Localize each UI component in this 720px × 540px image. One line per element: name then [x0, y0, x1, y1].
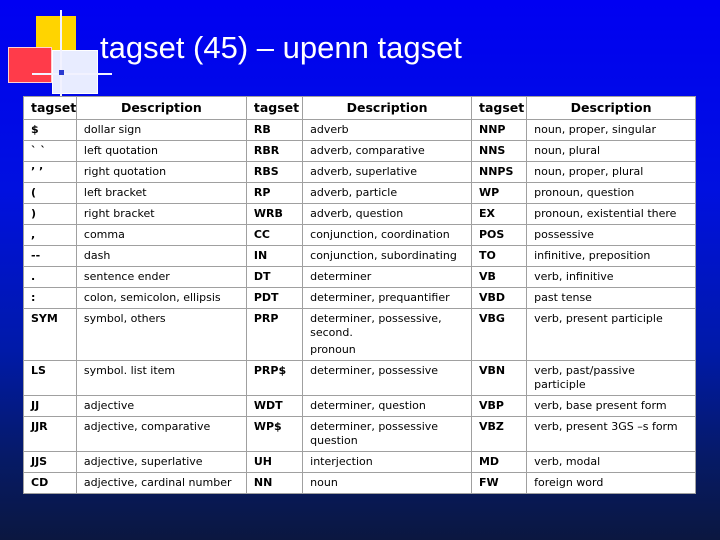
description-text: foreign word — [534, 476, 604, 489]
tag-text: ` ` — [31, 144, 46, 157]
tag-cell — [246, 267, 302, 288]
logo-dot — [59, 70, 64, 75]
description-text: left quotation — [83, 144, 159, 157]
tag-cell — [471, 204, 526, 225]
tag-text: : — [31, 291, 36, 304]
tag-text: ( — [31, 186, 37, 199]
description-cell — [303, 473, 472, 494]
table-row — [24, 361, 696, 396]
description-cell — [527, 183, 696, 204]
tag-cell — [24, 267, 77, 288]
description-text: right quotation — [83, 165, 167, 178]
description-cell — [303, 225, 472, 246]
description-text: verb, past/passive participle — [534, 364, 635, 391]
description-text: adjective, comparative — [83, 420, 211, 433]
description-cell — [303, 267, 472, 288]
logo-red-square — [8, 47, 52, 83]
description-text: noun, plural — [534, 144, 601, 157]
description-text: adverb — [310, 123, 349, 136]
description-cell — [76, 361, 246, 396]
description-text: comma — [83, 228, 125, 241]
description-cell — [527, 396, 696, 417]
tag-text: VBG — [478, 312, 505, 325]
tag-text: VBN — [478, 364, 506, 377]
tag-cell — [471, 225, 526, 246]
tag-cell — [24, 120, 77, 141]
tag-text: WRB — [253, 207, 283, 220]
description-text: adjective, superlative — [83, 455, 203, 468]
tag-text: NNS — [478, 144, 506, 157]
description-cell — [527, 120, 696, 141]
table-row — [24, 396, 696, 417]
description-text: possessive — [534, 228, 594, 241]
tag-cell — [246, 225, 302, 246]
description-extra-line: pronoun — [310, 343, 356, 356]
tag-text: WP$ — [253, 420, 282, 433]
description-cell — [527, 267, 696, 288]
tag-text: . — [31, 270, 36, 283]
description-cell — [303, 120, 472, 141]
tag-text: CC — [253, 228, 271, 241]
description-cell — [527, 288, 696, 309]
tag-cell — [246, 473, 302, 494]
description-text: noun, proper, singular — [534, 123, 657, 136]
description-text: conjunction, subordinating — [310, 249, 457, 262]
tag-text: ) — [31, 207, 37, 220]
tag-text: $ — [31, 123, 39, 136]
tag-text: JJ — [31, 399, 40, 412]
description-text: interjection — [310, 455, 373, 468]
tag-cell — [471, 309, 526, 361]
table-row — [24, 141, 696, 162]
tag-text: PRP$ — [253, 364, 287, 377]
tag-text: NNP — [478, 123, 506, 136]
tag-cell — [24, 309, 77, 361]
tag-text: POS — [478, 228, 505, 241]
description-cell — [527, 225, 696, 246]
description-cell — [303, 309, 472, 361]
tag-text: ’ ’ — [31, 165, 44, 178]
table-row — [24, 417, 696, 452]
tag-cell — [471, 162, 526, 183]
table-header-row — [24, 97, 696, 120]
description-cell — [527, 417, 696, 452]
tag-text: IN — [253, 249, 268, 262]
table-row — [24, 204, 696, 225]
tag-cell — [24, 361, 77, 396]
description-cell — [76, 452, 246, 473]
tag-cell — [24, 288, 77, 309]
column-header: Description — [303, 97, 472, 120]
tag-cell — [24, 183, 77, 204]
description-text: adverb, comparative — [310, 144, 425, 157]
tag-text: DT — [253, 270, 271, 283]
description-text: determiner, question — [310, 399, 426, 412]
description-cell — [527, 162, 696, 183]
tag-text: VB — [478, 270, 496, 283]
description-cell — [303, 361, 472, 396]
description-text: determiner, prequantifier — [310, 291, 450, 304]
tag-text: WP — [478, 186, 500, 199]
description-cell — [76, 141, 246, 162]
tag-cell — [471, 452, 526, 473]
description-cell — [76, 162, 246, 183]
table-row — [24, 452, 696, 473]
table-row — [24, 267, 696, 288]
table-row — [24, 309, 696, 361]
tagset-table — [23, 96, 696, 494]
description-text: adjective — [83, 399, 135, 412]
tag-cell — [471, 141, 526, 162]
table-row — [24, 225, 696, 246]
description-cell — [527, 361, 696, 396]
tag-cell — [246, 288, 302, 309]
tag-cell — [471, 396, 526, 417]
tag-cell — [246, 452, 302, 473]
description-text: verb, infinitive — [534, 270, 614, 283]
tag-cell — [471, 183, 526, 204]
column-header: Description — [527, 97, 696, 120]
tag-text: RBS — [253, 165, 279, 178]
description-cell — [303, 288, 472, 309]
description-cell — [527, 141, 696, 162]
tag-cell — [24, 225, 77, 246]
description-text: determiner — [310, 270, 372, 283]
tag-cell — [24, 473, 77, 494]
description-text: dollar sign — [83, 123, 142, 136]
description-text: conjunction, coordination — [310, 228, 450, 241]
tag-text: VBP — [478, 399, 504, 412]
description-cell — [303, 246, 472, 267]
description-cell — [76, 183, 246, 204]
tag-text: -- — [31, 249, 41, 262]
tag-text: UH — [253, 455, 272, 468]
tag-text: WDT — [253, 399, 283, 412]
description-text: colon, semicolon, ellipsis — [83, 291, 221, 304]
description-text: symbol. list item — [83, 364, 176, 377]
tag-cell — [24, 417, 77, 452]
description-cell — [76, 288, 246, 309]
tag-text: LS — [31, 364, 46, 377]
description-cell — [303, 396, 472, 417]
description-text: verb, present participle — [534, 312, 663, 325]
description-text: right bracket — [83, 207, 155, 220]
description-cell — [76, 120, 246, 141]
tag-text: PRP — [253, 312, 279, 325]
description-text: noun — [310, 476, 338, 489]
description-text: adverb, superlative — [310, 165, 418, 178]
description-cell — [303, 204, 472, 225]
description-text: noun, proper, plural — [534, 165, 644, 178]
description-text: symbol, others — [83, 312, 166, 325]
description-cell — [303, 183, 472, 204]
description-text: infinitive, preposition — [534, 249, 651, 262]
tag-cell — [246, 396, 302, 417]
description-cell — [76, 396, 246, 417]
description-text: determiner, possessive question — [310, 420, 439, 447]
description-cell — [303, 141, 472, 162]
table-row — [24, 246, 696, 267]
description-cell — [76, 204, 246, 225]
tag-cell — [246, 309, 302, 361]
tag-text: NN — [253, 476, 273, 489]
description-cell — [76, 246, 246, 267]
tag-cell — [246, 246, 302, 267]
tag-cell — [24, 396, 77, 417]
tag-text: MD — [478, 455, 500, 468]
tag-cell — [471, 473, 526, 494]
tag-text: SYM — [31, 312, 58, 325]
description-cell — [303, 417, 472, 452]
table-row — [24, 183, 696, 204]
table-row — [24, 288, 696, 309]
tag-cell — [246, 141, 302, 162]
slide-title: tagset (45) – upenn tagset — [100, 30, 462, 65]
description-text: verb, base present form — [534, 399, 667, 412]
description-cell — [303, 162, 472, 183]
description-text: pronoun, existential there — [534, 207, 677, 220]
description-cell — [76, 417, 246, 452]
description-text: adjective, cardinal number — [83, 476, 232, 489]
logo-horizontal-line — [32, 73, 112, 75]
tag-text: NNPS — [478, 165, 514, 178]
description-text: determiner, possessive — [310, 364, 439, 377]
tag-text: CD — [31, 476, 49, 489]
table-body — [24, 120, 696, 494]
tag-text: VBD — [478, 291, 506, 304]
tag-cell — [24, 162, 77, 183]
description-cell — [527, 473, 696, 494]
tag-text: RP — [253, 186, 271, 199]
tag-cell — [24, 204, 77, 225]
description-text: adverb, particle — [310, 186, 398, 199]
description-text: verb, modal — [534, 455, 601, 468]
tag-text: VBZ — [478, 420, 504, 433]
tag-cell — [471, 288, 526, 309]
description-text: pronoun, question — [534, 186, 635, 199]
column-header: tagset — [471, 97, 526, 120]
table-row — [24, 120, 696, 141]
tag-cell — [246, 183, 302, 204]
tag-cell — [246, 162, 302, 183]
description-cell — [76, 225, 246, 246]
tag-cell — [471, 417, 526, 452]
tag-cell — [471, 361, 526, 396]
tag-cell — [471, 267, 526, 288]
tag-cell — [246, 417, 302, 452]
tag-cell — [24, 141, 77, 162]
description-text: determiner, possessive, second. — [310, 312, 442, 339]
logo-vertical-line — [60, 10, 62, 98]
tag-text: FW — [478, 476, 499, 489]
description-text: past tense — [534, 291, 592, 304]
tag-text: EX — [478, 207, 495, 220]
tag-cell — [24, 246, 77, 267]
tag-cell — [246, 361, 302, 396]
description-cell — [76, 473, 246, 494]
description-cell — [303, 452, 472, 473]
tag-text: RBR — [253, 144, 280, 157]
slide-logo — [0, 0, 110, 100]
column-header: tagset — [246, 97, 302, 120]
description-text: left bracket — [83, 186, 147, 199]
description-cell — [527, 204, 696, 225]
table-row — [24, 473, 696, 494]
description-text: dash — [83, 249, 111, 262]
tag-cell — [471, 246, 526, 267]
tag-cell — [246, 120, 302, 141]
tag-cell — [24, 452, 77, 473]
description-text: sentence ender — [83, 270, 170, 283]
tag-text: , — [31, 228, 36, 241]
description-text: adverb, question — [310, 207, 404, 220]
description-cell — [76, 309, 246, 361]
tag-cell — [246, 204, 302, 225]
column-header: tagset — [24, 97, 77, 120]
description-cell — [527, 246, 696, 267]
tag-text: TO — [478, 249, 496, 262]
description-text: verb, present 3GS –s form — [534, 420, 678, 433]
tag-cell — [471, 120, 526, 141]
tag-text: RB — [253, 123, 271, 136]
table-row — [24, 162, 696, 183]
column-header: Description — [76, 97, 246, 120]
description-cell — [527, 309, 696, 361]
tag-text: JJR — [31, 420, 48, 433]
tag-text: PDT — [253, 291, 279, 304]
description-cell — [76, 267, 246, 288]
description-cell — [527, 452, 696, 473]
tag-text: JJS — [31, 455, 48, 468]
